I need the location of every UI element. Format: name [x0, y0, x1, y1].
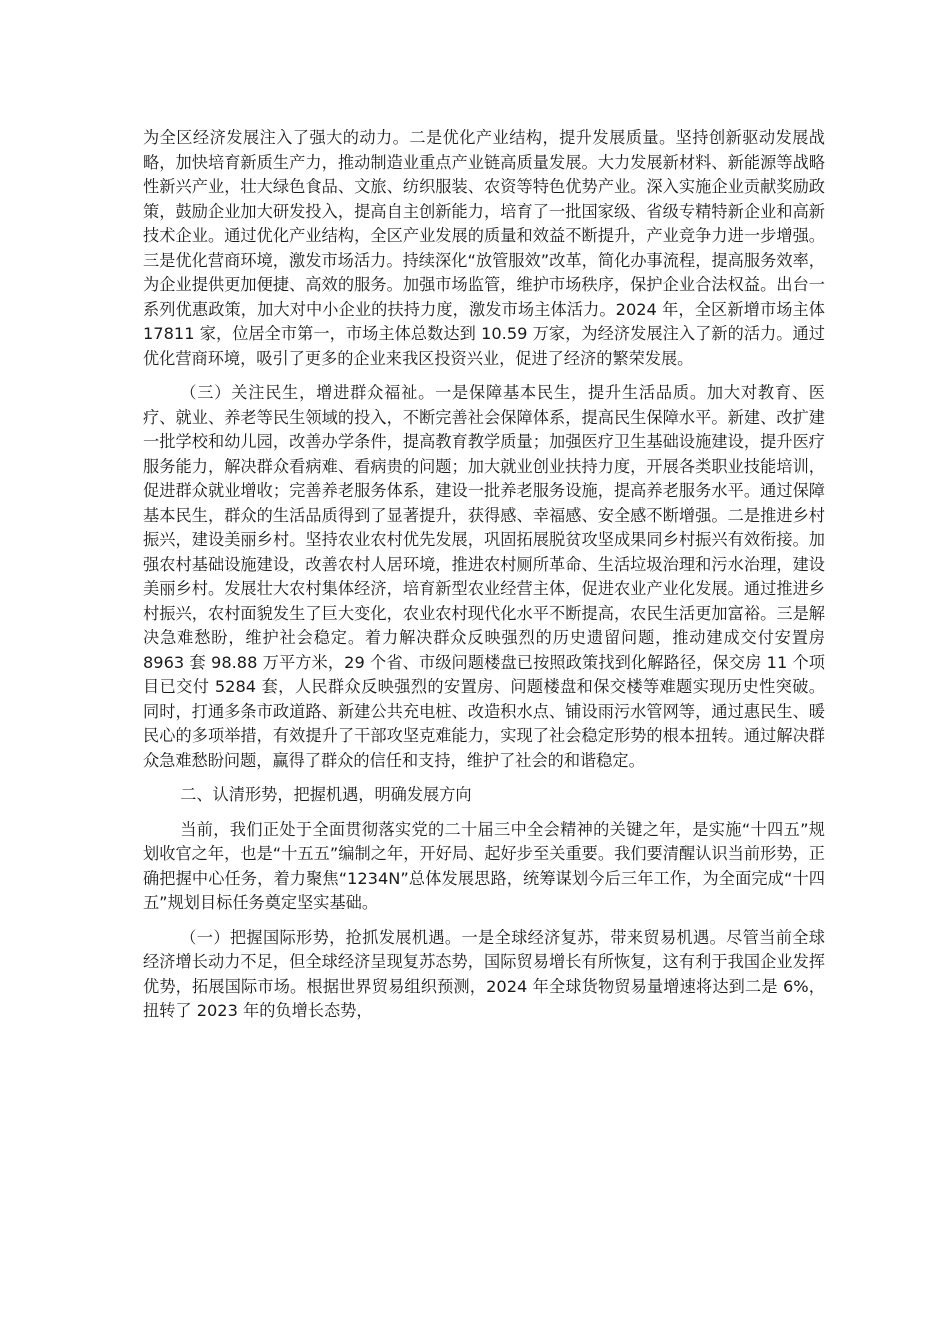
section-heading: 二、认清形势，把握机遇，明确发展方向 [180, 785, 472, 804]
paragraph-continued: 为全区经济发展注入了强大的动力。二是优化产业结构，提升发展质量。坚持创新驱动发展战略，加快培育新质生产力，推动制造业重点产业链高质量发展。大力发展新材料、新能源等战略性新兴产业，壮大绿色食品、文旅、纺织服装、农资等特色优势产业。深入实施企业贡献奖励政策，鼓励企业加大研发投入，提高自主创新能力，培育了一批国家级、省级专精特新企业和高新技术企业。通过优化产业结构，全区产业发展的质量和效益不断提升，产业竞争力进一步增强。三是优化营商环境，激发市场活力。持续深化“放管服效”改革，简化办事流程，提高服务效率，为企业提供更加便捷、高效的服务。加强市场监管，维护市场秩序，保护企业合法权益。出台一系列优惠政策，加大对中小企业的扶持力度，激发市场主体活力。2024 年，全区新增市场主体 17811 家，位居全市第一，市场主体总数达到 10.59 万家，为经济发展注入了新的活力。通过优化营商环境，吸引了更多的企业来我区投资兴业，促进了经济的繁荣发展。 [143, 128, 825, 368]
paragraph-section-one: （一）把握国际形势，抢抓发展机遇。一是全球经济复苏，带来贸易机遇。尽管当前全球经济增长动力不足，但全球经济呈现复苏态势，国际贸易增长有所恢复，这有利于我国企业发挥优势，拓展国际市场。根据世界贸易组织预测，2024 年全球货物贸易量增速将达到二是 6%，扭转了 2023 年的负增长态势， [143, 927, 825, 1020]
paragraph-current-situation: 当前，我们正处于全面贯彻落实党的二十届三中全会精神的关键之年，是实施“十四五”规划收官之年，也是“十五五”编制之年，开好局、起好步至关重要。我们要清醒认识当前形势，正确把握中心任务，着力聚焦“1234N”总体发展思路，统筹谋划今后三年工作，为全面完成“十四五”规划目标任务奠定坚实基础。 [143, 819, 825, 912]
paragraph-section-three: （三）关注民生，增进群众福祉。一是保障基本民生，提升生活品质。加大对教育、医疗、就业、养老等民生领域的投入，不断完善社会保障体系，提高民生保障水平。新建、改扩建一批学校和幼儿园，改善办学条件，提高教育教学质量；加强医疗卫生基础设施建设，提升医疗服务能力，解决群众看病难、看病贵的问题；加大就业创业扶持力度，开展各类职业技能培训，促进群众就业增收；完善养老服务体系，建设一批养老服务设施，提高养老服务水平。通过保障基本民生，群众的生活品质得到了显著提升，获得感、幸福感、安全感不断增强。二是推进乡村振兴，建设美丽乡村。坚持农业农村优先发展，巩固拓展脱贫攻坚成果同乡村振兴有效衔接。加强农村基础设施建设，改善农村人居环境，推进农村厕所革命、生活垃圾治理和污水治理，建设美丽乡村。发展壮大农村集体经济，培育新型农业经营主体，促进农业产业化发展。通过推进乡村振兴，农村面貌发生了巨大变化，农业农村现代化水平不断提高，农民生活更加富裕。三是解决急难愁盼，维护社会稳定。着力解决群众反映强烈的历史遗留问题，推动建成交付安置房 8963 套 98.88 万平方米，29 个省、市级问题楼盘已按照政策找到化解路径，保交房 11 个项目已交付 5284 套，人民群众反映强烈的安置房、问题楼盘和保交楼等难题实现历史性突破。同时，打通多条市政道路、新建公共充电桩、改造积水点、铺设雨污水管网等，通过惠民生、暖民心的多项举措，有效提升了干部攻坚克难能力，实现了社会稳定形势的根本扭转。通过解决群众急难愁盼问题，赢得了群众的信任和支持，维护了社会的和谐稳定。 [143, 383, 825, 770]
document-page [143, 126, 825, 1034]
